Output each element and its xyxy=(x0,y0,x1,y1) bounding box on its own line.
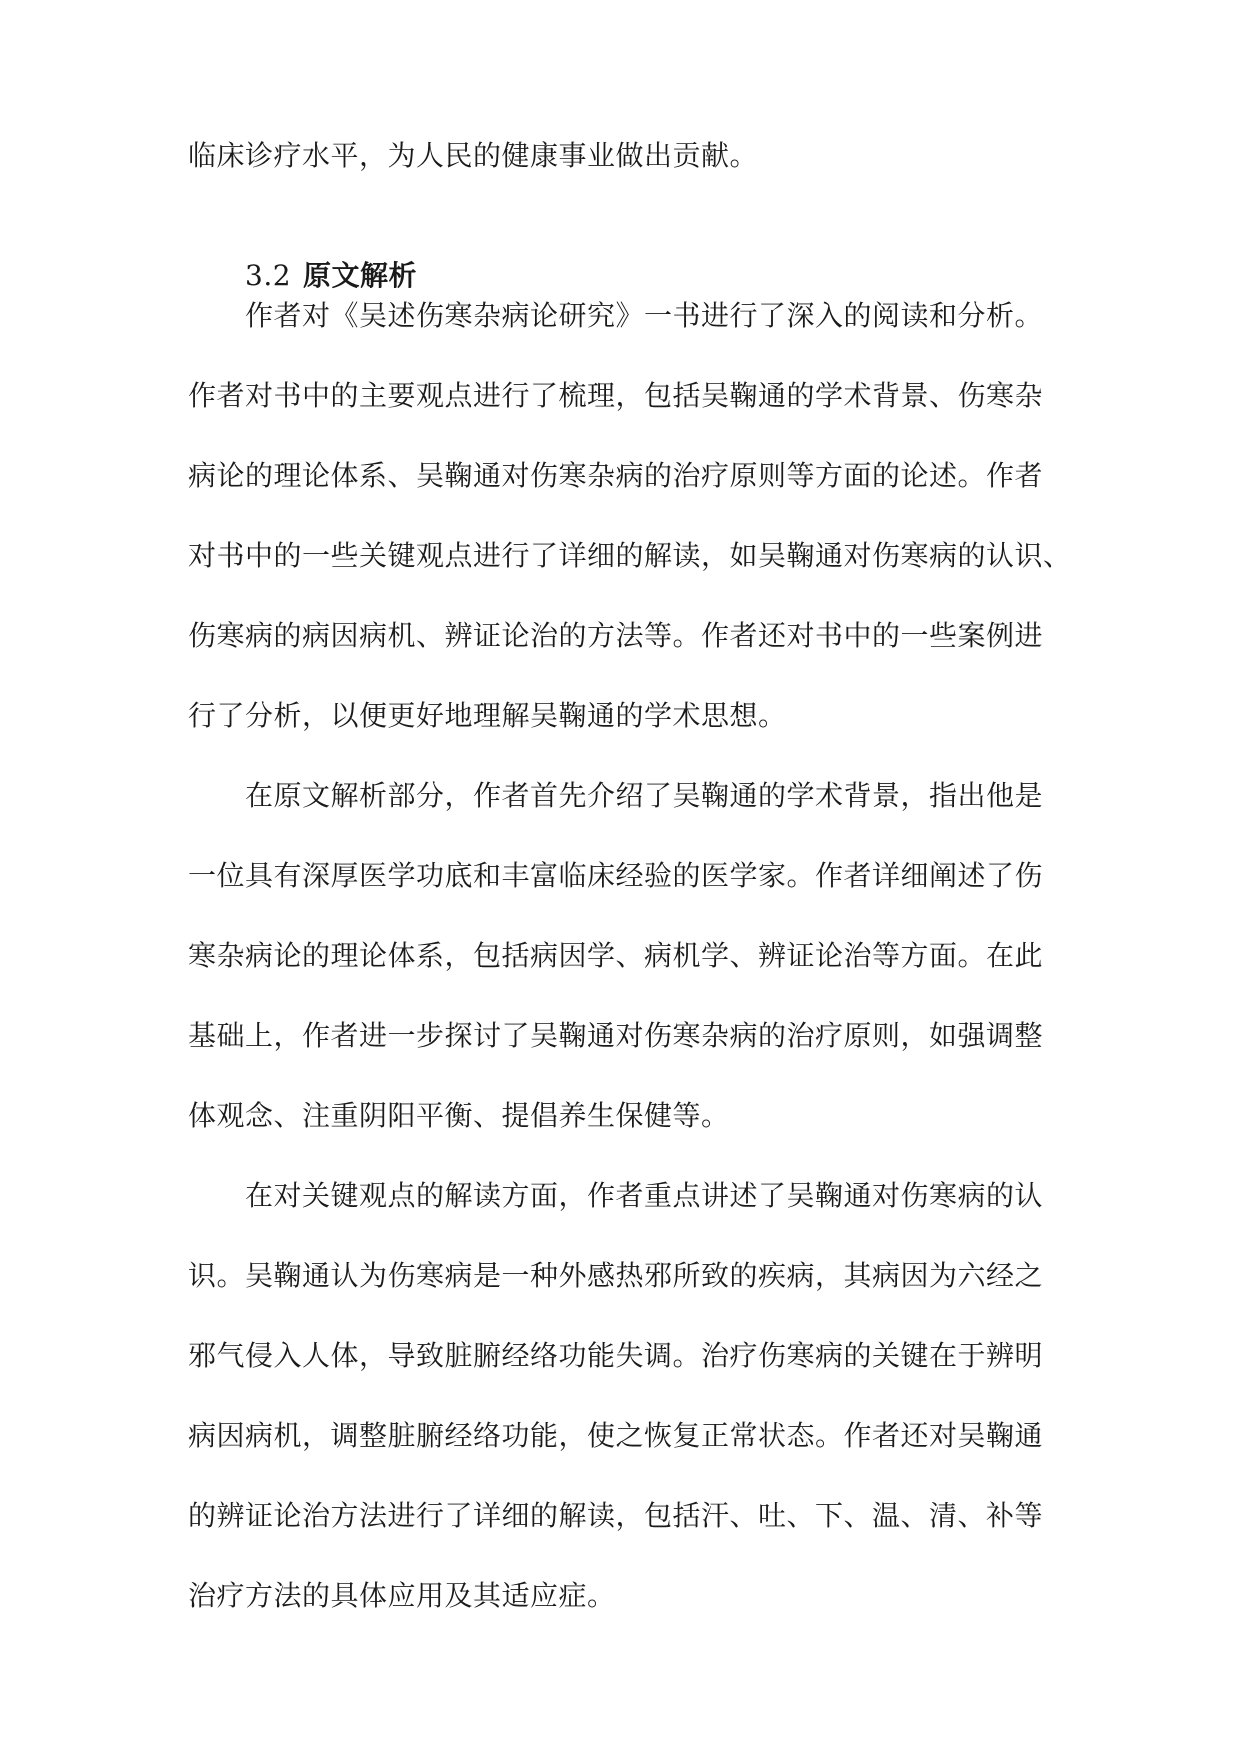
text-line: 基础上，作者进一步探讨了吴鞠通对伤寒杂病的治疗原则，如强调整 xyxy=(188,1019,1044,1052)
text-line: 病因病机，调整脏腑经络功能，使之恢复正常状态。作者还对吴鞠通 xyxy=(188,1419,1044,1452)
text-line: 的辨证论治方法进行了详细的解读，包括汗、吐、下、温、清、补等 xyxy=(188,1499,1044,1532)
section-number: 3.2 xyxy=(245,259,292,292)
text-line: 一位具有深厚医学功底和丰富临床经验的医学家。作者详细阐述了伤 xyxy=(188,859,1044,892)
paragraph-2 xyxy=(188,756,1058,1156)
text-line: 邪气侵入人体，导致脏腑经络功能失调。治疗伤寒病的关键在于辨明 xyxy=(188,1339,1044,1372)
section-title: 原文解析 xyxy=(303,259,418,292)
text-line: 在原文解析部分，作者首先介绍了吴鞠通的学术背景，指出他是 xyxy=(245,779,1044,812)
text-line: 识。吴鞠通认为伤寒病是一种外感热邪所致的疾病，其病因为六经之 xyxy=(188,1259,1044,1292)
intro-continuation xyxy=(188,116,1058,196)
text-line: 对书中的一些关键观点进行了详细的解读，如吴鞠通对伤寒病的认识、 xyxy=(188,539,1072,572)
text-line: 治疗方法的具体应用及其适应症。 xyxy=(188,1579,616,1612)
paragraph-1 xyxy=(188,276,1072,756)
text-line: 寒杂病论的理论体系，包括病因学、病机学、辨证论治等方面。在此 xyxy=(188,939,1044,972)
text-line: 在对关键观点的解读方面，作者重点讲述了吴鞠通对伤寒病的认 xyxy=(245,1179,1044,1212)
text-line: 伤寒病的病因病机、辨证论治的方法等。作者还对书中的一些案例进 xyxy=(188,619,1044,652)
text-line: 体观念、注重阴阳平衡、提倡养生保健等。 xyxy=(188,1099,730,1132)
text-line: 作者对《吴述伤寒杂病论研究》一书进行了深入的阅读和分析。 xyxy=(245,299,1044,332)
text-line: 行了分析，以便更好地理解吴鞠通的学术思想。 xyxy=(188,699,787,732)
paragraph-3 xyxy=(188,1156,1058,1636)
text-line: 作者对书中的主要观点进行了梳理，包括吴鞠通的学术背景、伤寒杂 xyxy=(188,379,1044,412)
text-line: 病论的理论体系、吴鞠通对伤寒杂病的治疗原则等方面的论述。作者 xyxy=(188,459,1044,492)
text-line: 临床诊疗水平，为人民的健康事业做出贡献。 xyxy=(188,139,759,172)
